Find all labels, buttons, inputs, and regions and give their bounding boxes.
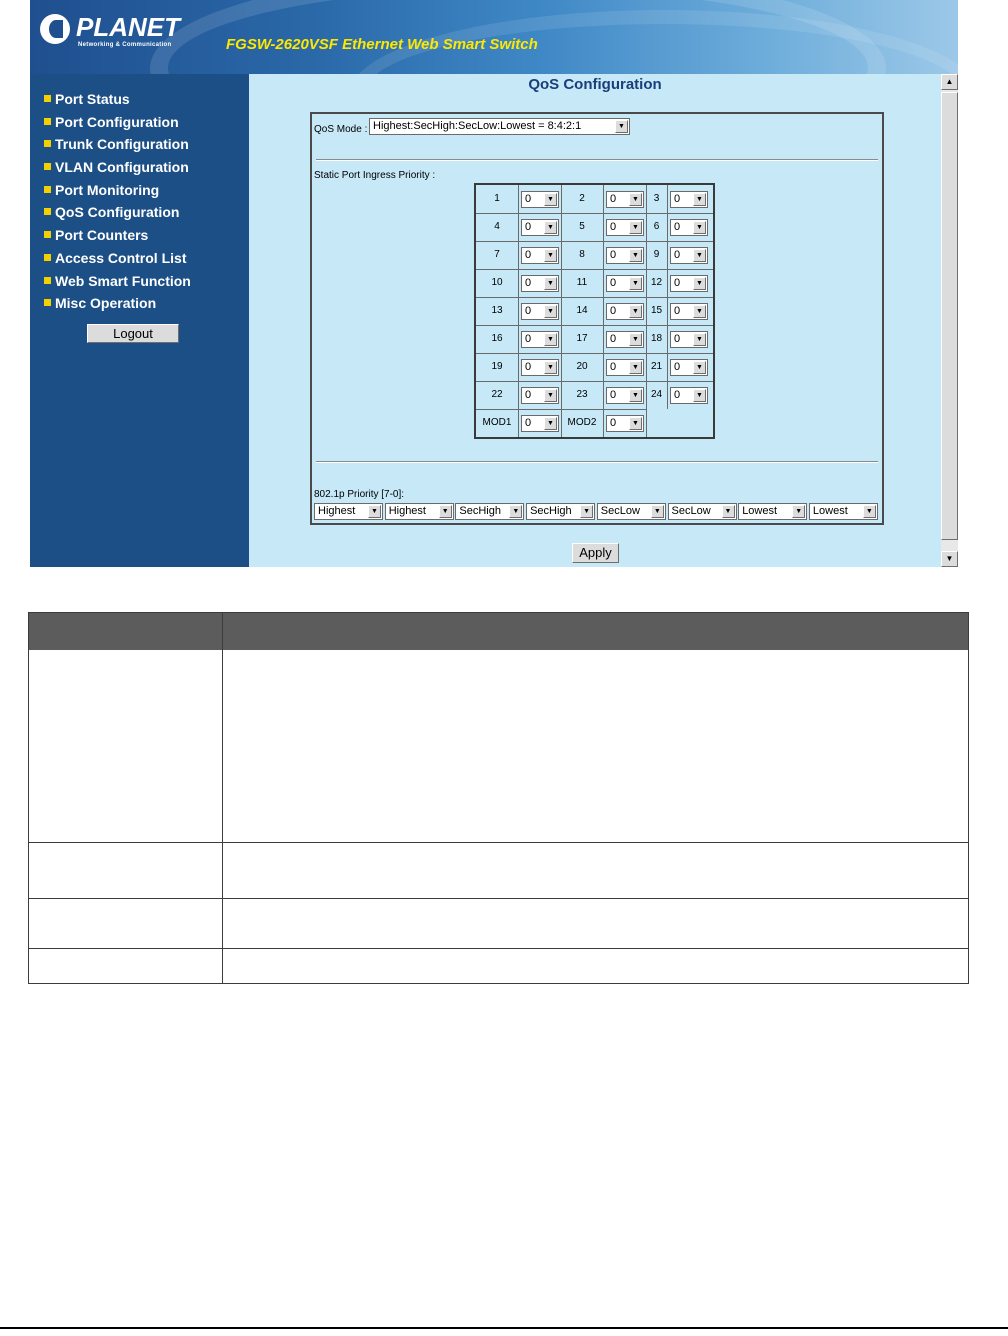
port-priority-value: 0 — [525, 249, 532, 261]
port-priority-select[interactable] — [521, 191, 559, 208]
vertical-scrollbar[interactable] — [941, 74, 958, 567]
port-number: 24 — [650, 389, 663, 400]
planet-logo — [40, 10, 200, 54]
port-priority-select[interactable] — [606, 331, 644, 348]
sidebar-item-trunk-configuration[interactable] — [44, 135, 191, 158]
table-row-divider — [29, 948, 968, 949]
port-number: 23 — [576, 389, 588, 400]
chevron-down-icon: ▼ — [863, 505, 876, 518]
priority-8021p-select[interactable] — [738, 503, 807, 520]
chevron-down-icon: ▼ — [693, 193, 706, 206]
chevron-down-icon: ▼ — [544, 333, 557, 346]
priority-8021p-value: Highest — [388, 505, 426, 517]
sidebar-item-vlan-configuration[interactable] — [44, 158, 191, 181]
grid-row-line — [476, 353, 713, 354]
port-priority-select[interactable] — [606, 247, 644, 264]
chevron-down-icon: ▼ — [544, 277, 557, 290]
priority-8021p-select[interactable] — [455, 503, 524, 520]
chevron-down-icon: ▼ — [693, 389, 706, 402]
divider — [316, 159, 878, 161]
port-priority-select[interactable] — [606, 359, 644, 376]
table-row-divider — [29, 842, 968, 843]
port-priority-select[interactable] — [670, 247, 708, 264]
port-number: 22 — [491, 389, 503, 400]
port-priority-select[interactable] — [606, 415, 644, 432]
port-priority-select[interactable] — [606, 303, 644, 320]
bullet-square-icon — [44, 254, 51, 261]
port-priority-value: 0 — [674, 221, 681, 233]
qos-panel — [310, 112, 884, 525]
sidebar-item-misc-operation[interactable] — [44, 294, 191, 317]
sidebar-item-port-counters[interactable] — [44, 226, 191, 249]
port-priority-value: 0 — [525, 221, 532, 233]
port-priority-select[interactable] — [521, 247, 559, 264]
scroll-up-icon[interactable]: ▲ — [941, 74, 958, 90]
port-priority-value: 0 — [525, 361, 532, 373]
port-priority-value: 0 — [674, 361, 681, 373]
chevron-down-icon: ▼ — [544, 361, 557, 374]
port-number: 18 — [650, 333, 663, 344]
priority-8021p-select[interactable] — [385, 503, 454, 520]
grid-column-line — [561, 185, 562, 437]
chevron-down-icon: ▼ — [629, 193, 642, 206]
port-priority-select[interactable] — [670, 191, 708, 208]
port-number: MOD2 — [567, 417, 597, 428]
port-number: 12 — [650, 277, 663, 288]
chevron-down-icon: ▼ — [693, 249, 706, 262]
priority-8021p-value: SecHigh — [459, 505, 501, 517]
priority-8021p-value: SecLow — [671, 505, 711, 517]
sidebar-item-port-monitoring[interactable] — [44, 181, 191, 204]
priority-8021p-value: SecLow — [600, 505, 640, 517]
chevron-down-icon: ▼ — [629, 389, 642, 402]
main-content — [249, 74, 941, 567]
footer-rule — [0, 1327, 1008, 1329]
bullet-square-icon — [44, 163, 51, 170]
sidebar-item-label: Access Control List — [55, 249, 187, 266]
port-priority-value: 0 — [610, 221, 617, 233]
table-row-divider — [29, 898, 968, 899]
grid-row-line — [476, 241, 713, 242]
port-priority-value: 0 — [525, 417, 532, 429]
port-priority-value: 0 — [610, 389, 617, 401]
priority-8021p-select[interactable] — [668, 503, 737, 520]
document-table — [28, 612, 969, 984]
port-priority-select[interactable] — [521, 219, 559, 236]
priority-8021p-value: SecHigh — [530, 505, 572, 517]
bullet-square-icon — [44, 118, 51, 125]
bullet-square-icon — [44, 186, 51, 193]
port-number: 21 — [650, 361, 663, 372]
port-priority-grid — [474, 183, 715, 439]
port-priority-value: 0 — [674, 277, 681, 289]
sidebar-item-label: Port Counters — [55, 227, 149, 244]
port-number: 4 — [494, 221, 500, 232]
sidebar-item-port-status[interactable] — [44, 90, 191, 113]
sidebar-item-label: QoS Configuration — [55, 204, 180, 221]
chevron-down-icon: ▼ — [693, 277, 706, 290]
screenshot-window — [30, 0, 958, 567]
port-number: 19 — [491, 361, 503, 372]
logout-button[interactable]: Logout — [87, 324, 179, 343]
port-number: 1 — [494, 193, 500, 204]
port-priority-value: 0 — [674, 333, 681, 345]
sidebar-menu — [44, 90, 191, 317]
chevron-down-icon: ▼ — [368, 505, 381, 518]
chevron-down-icon: ▼ — [651, 505, 664, 518]
chevron-down-icon: ▼ — [629, 221, 642, 234]
port-number: 13 — [491, 305, 503, 316]
chevron-down-icon: ▼ — [544, 193, 557, 206]
chevron-down-icon: ▼ — [693, 333, 706, 346]
port-priority-value: 0 — [674, 193, 681, 205]
port-priority-value: 0 — [525, 389, 532, 401]
grid-row-line — [476, 381, 713, 382]
bullet-square-icon — [44, 208, 51, 215]
port-priority-value: 0 — [610, 417, 617, 429]
port-priority-select[interactable] — [521, 387, 559, 404]
port-priority-value: 0 — [610, 277, 617, 289]
sidebar-item-label: Port Status — [55, 91, 130, 107]
port-number: 15 — [650, 305, 663, 316]
sidebar-item-access-control-list[interactable] — [44, 249, 191, 272]
sidebar-item-label: Port Monitoring — [55, 181, 160, 198]
8021p-priority-label: 802.1p Priority [7-0]: — [314, 489, 405, 500]
port-priority-value: 0 — [610, 333, 617, 345]
chevron-down-icon: ▼ — [722, 505, 735, 518]
port-number: 5 — [579, 221, 585, 232]
port-number: 10 — [491, 277, 503, 288]
scroll-down-icon[interactable]: ▼ — [941, 551, 958, 567]
bullet-square-icon — [44, 277, 51, 284]
port-priority-value: 0 — [525, 305, 532, 317]
port-priority-select[interactable] — [521, 359, 559, 376]
sidebar-item-label: Misc Operation — [55, 295, 157, 312]
static-priority-label: Static Port Ingress Priority : — [314, 170, 436, 181]
table-column-divider — [222, 613, 223, 983]
chevron-down-icon: ▼ — [544, 221, 557, 234]
sidebar-item-label: Trunk Configuration — [55, 136, 189, 153]
priority-8021p-select[interactable] — [314, 503, 383, 520]
port-priority-value: 0 — [674, 249, 681, 261]
port-priority-select[interactable] — [606, 219, 644, 236]
chevron-down-icon: ▼ — [439, 505, 452, 518]
port-priority-select[interactable] — [521, 331, 559, 348]
grid-row-line — [476, 297, 713, 298]
grid-column-line — [646, 185, 647, 437]
grid-column-line — [667, 185, 668, 409]
bullet-square-icon — [44, 299, 51, 306]
header-banner — [30, 0, 958, 74]
port-number: 9 — [653, 249, 660, 260]
bullet-square-icon — [44, 95, 51, 102]
port-number: 17 — [576, 333, 588, 344]
port-priority-select[interactable] — [606, 275, 644, 292]
scrollbar-thumb[interactable] — [941, 92, 958, 540]
chevron-down-icon: ▼ — [509, 505, 522, 518]
port-priority-select[interactable] — [606, 387, 644, 404]
qos-mode-label: QoS Mode : — [314, 124, 368, 135]
table-header — [29, 613, 968, 650]
port-number: 11 — [576, 277, 588, 288]
priority-8021p-value: Lowest — [742, 505, 778, 517]
grid-row-line — [476, 269, 713, 270]
chevron-down-icon: ▼ — [792, 505, 805, 518]
divider — [316, 461, 878, 463]
chevron-down-icon: ▼ — [544, 417, 557, 430]
sidebar-item-web-smart-function[interactable] — [44, 272, 191, 295]
chevron-down-icon: ▼ — [544, 389, 557, 402]
page-title: QoS Configuration — [528, 76, 662, 93]
port-priority-select[interactable] — [521, 275, 559, 292]
chevron-down-icon: ▼ — [693, 305, 706, 318]
sidebar-item-label: VLAN Configuration — [55, 159, 189, 176]
port-priority-value: 0 — [525, 333, 532, 345]
bullet-square-icon — [44, 231, 51, 238]
port-priority-select[interactable] — [521, 415, 559, 432]
grid-column-line — [518, 185, 519, 437]
port-number: 2 — [579, 193, 585, 204]
port-number: MOD1 — [482, 417, 512, 428]
priority-8021p-select[interactable] — [526, 503, 595, 520]
sidebar — [30, 74, 249, 567]
port-priority-select[interactable] — [606, 191, 644, 208]
chevron-down-icon: ▼ — [629, 249, 642, 262]
chevron-down-icon: ▼ — [615, 120, 628, 133]
chevron-down-icon: ▼ — [629, 305, 642, 318]
chevron-down-icon: ▼ — [580, 505, 593, 518]
sidebar-item-label: Port Configuration — [55, 113, 179, 130]
port-priority-value: 0 — [610, 249, 617, 261]
port-priority-select[interactable] — [670, 359, 708, 376]
port-number: 3 — [653, 193, 660, 204]
port-number: 20 — [576, 361, 588, 372]
grid-row-line — [476, 325, 713, 326]
banner-title: FGSW-2620VSF Ethernet Web Smart Switch — [226, 36, 538, 53]
port-number: 8 — [579, 249, 585, 260]
port-number: 7 — [494, 249, 500, 260]
port-priority-value: 0 — [674, 389, 681, 401]
chevron-down-icon: ▼ — [544, 305, 557, 318]
port-number: 14 — [576, 305, 588, 316]
chevron-down-icon: ▼ — [629, 277, 642, 290]
port-priority-value: 0 — [525, 277, 532, 289]
chevron-down-icon: ▼ — [693, 221, 706, 234]
bullet-square-icon — [44, 140, 51, 147]
logo-subtitle: Networking & Communication — [78, 42, 172, 48]
port-priority-select[interactable] — [521, 303, 559, 320]
sidebar-item-qos-configuration[interactable] — [44, 203, 191, 226]
port-number: 16 — [491, 333, 503, 344]
port-priority-select[interactable] — [670, 387, 708, 404]
priority-8021p-value: Lowest — [812, 505, 848, 517]
chevron-down-icon: ▼ — [629, 361, 642, 374]
grid-column-line — [603, 185, 604, 437]
priority-8021p-select[interactable] — [809, 503, 878, 520]
port-priority-value: 0 — [610, 361, 617, 373]
priority-8021p-value: Highest — [318, 505, 356, 517]
priority-8021p-select[interactable] — [597, 503, 666, 520]
qos-mode-value: Highest:SecHigh:SecLow:Lowest = 8:4:2:1 — [373, 120, 582, 132]
port-priority-value: 0 — [610, 193, 617, 205]
grid-row-line — [476, 213, 713, 214]
chevron-down-icon: ▼ — [629, 333, 642, 346]
port-priority-select[interactable] — [670, 275, 708, 292]
qos-mode-select[interactable] — [369, 118, 630, 135]
chevron-down-icon: ▼ — [629, 417, 642, 430]
apply-button[interactable]: Apply — [572, 543, 619, 563]
port-priority-select[interactable] — [670, 303, 708, 320]
port-priority-select[interactable] — [670, 331, 708, 348]
logo-word: PLANET — [76, 12, 180, 42]
sidebar-item-port-configuration[interactable] — [44, 113, 191, 136]
chevron-down-icon: ▼ — [693, 361, 706, 374]
port-number: 6 — [653, 221, 660, 232]
port-priority-value: 0 — [525, 193, 532, 205]
port-priority-select[interactable] — [670, 219, 708, 236]
logo-icon — [40, 14, 70, 44]
port-priority-value: 0 — [674, 305, 681, 317]
port-priority-value: 0 — [610, 305, 617, 317]
sidebar-item-label: Web Smart Function — [55, 272, 191, 289]
chevron-down-icon: ▼ — [544, 249, 557, 262]
